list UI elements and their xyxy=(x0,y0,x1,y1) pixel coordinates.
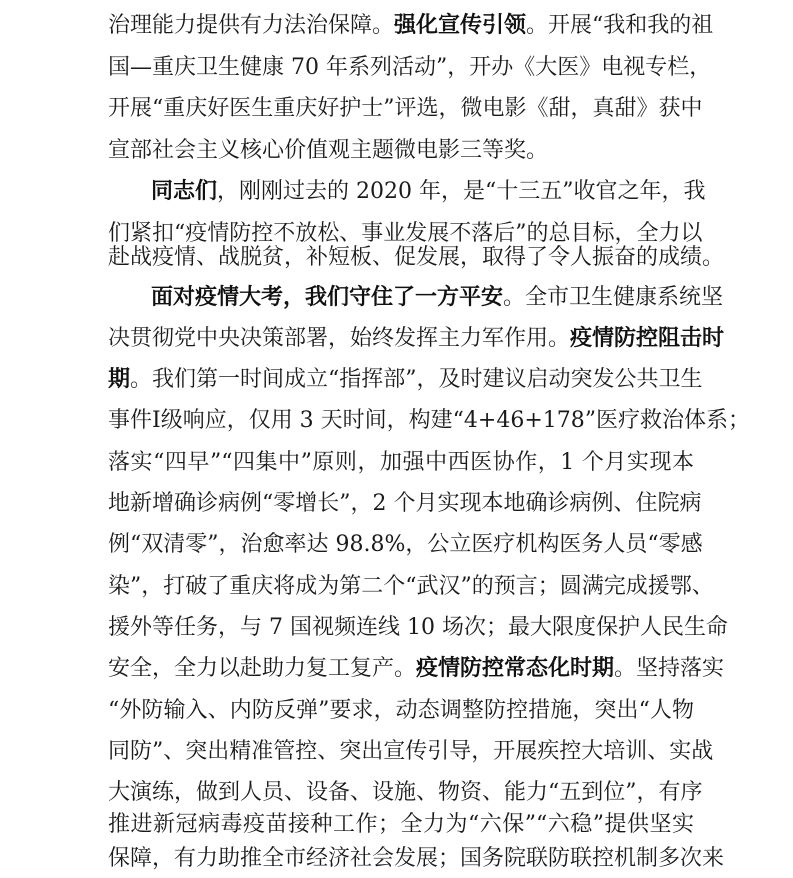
text-line xyxy=(108,733,714,771)
bold-heading-run: 面对疫情大考，我们守住了一方平安 xyxy=(151,285,504,310)
text-line xyxy=(108,806,694,844)
text-run: 。全市卫生健康系统坚 xyxy=(503,285,724,310)
text-line xyxy=(108,840,725,878)
text-run: 宣部社会主义核心价值观主题微电影三等奖。 xyxy=(108,138,549,163)
text-line xyxy=(108,526,703,564)
text-line xyxy=(151,173,706,211)
text-run: 保障，有力助推全市经济社会发展；国务院联防联控机制多次来 xyxy=(108,846,725,871)
text-line xyxy=(108,609,728,647)
text-line xyxy=(108,692,694,730)
text-line xyxy=(108,7,714,45)
text-run: 。开展“我和我的祖 xyxy=(526,13,714,38)
text-run: 决贯彻党中央决策部署，始终发挥主力军作用。 xyxy=(108,326,571,351)
text-line xyxy=(108,239,725,277)
text-run: 国—重庆卫生健康 70 年系列活动”，开办《大医》电视专栏， xyxy=(108,55,712,80)
bold-heading-run: 期 xyxy=(108,367,131,392)
bold-heading-run: 疫情防控常态化时期 xyxy=(416,656,615,681)
text-run: 安全，全力以赴助力复工复产。 xyxy=(108,656,417,681)
text-run: 们紧扣“疫情防控不放松、事业发展不落后”的总目标，全力以 xyxy=(108,221,703,246)
bold-heading-run: 同志们 xyxy=(151,179,218,204)
text-line xyxy=(108,402,751,440)
text-line xyxy=(108,361,703,399)
text-line xyxy=(108,320,725,358)
text-run: 落实“四早”“四集中”原则，加强中西医协作，1 个月实现本 xyxy=(108,450,694,475)
text-line xyxy=(151,279,724,317)
text-run: 地新增确诊病例“零增长”，2 个月实现本地确诊病例、住院病 xyxy=(108,491,702,516)
text-line xyxy=(108,444,694,482)
text-line xyxy=(108,49,712,87)
text-run: 赴战疫情、战脱贫，补短板、促发展，取得了令人振奋的成绩。 xyxy=(108,245,725,270)
text-run: 援外等任务，与 7 国视频连线 10 场次；最大限度保护人民生命 xyxy=(108,615,728,640)
text-line xyxy=(108,485,702,523)
text-run: 。我们第一时间成立“指挥部”，及时建议启动突发公共卫生 xyxy=(130,367,703,392)
text-run: 同防”、突出精准管控、突出宣传引导，开展疾控大培训、实战 xyxy=(108,739,714,764)
text-run: 事件I级响应，仅用 3 天时间，构建“4+46+178”医疗救治体系； xyxy=(108,408,751,433)
text-run: 染”，打破了重庆将成为第二个“武汉”的预言；圆满完成援鄂、 xyxy=(108,574,714,599)
text-run: 例“双清零”，治愈率达 98.8%，公立医疗机构医务人员“零感 xyxy=(108,532,703,557)
bold-heading-run: 强化宣传引领 xyxy=(394,13,527,38)
text-run: 大演练，做到人员、设备、设施、物资、能力“五到位”，有序 xyxy=(108,780,703,805)
bold-heading-run: 疫情防控阻击时 xyxy=(570,326,725,351)
text-run: 开展“重庆好医生重庆好护士”评选，微电影《甜，真甜》获中 xyxy=(108,96,703,121)
text-line xyxy=(108,650,725,688)
text-line xyxy=(108,132,694,170)
text-run: 推进新冠病毒疫苗接种工作；全力为“六保”“六稳”提供坚实 xyxy=(108,812,694,837)
text-run: 治理能力提供有力法治保障。 xyxy=(108,13,395,38)
text-line xyxy=(108,90,703,128)
text-run: ，刚刚过去的 2020 年，是“十三五”收官之年，我 xyxy=(217,179,706,204)
text-run: “外防输入、内防反弹”要求，动态调整防控措施，突出“人物 xyxy=(108,698,694,723)
text-run: 。坚持落实 xyxy=(614,656,725,681)
text-line xyxy=(108,568,714,606)
